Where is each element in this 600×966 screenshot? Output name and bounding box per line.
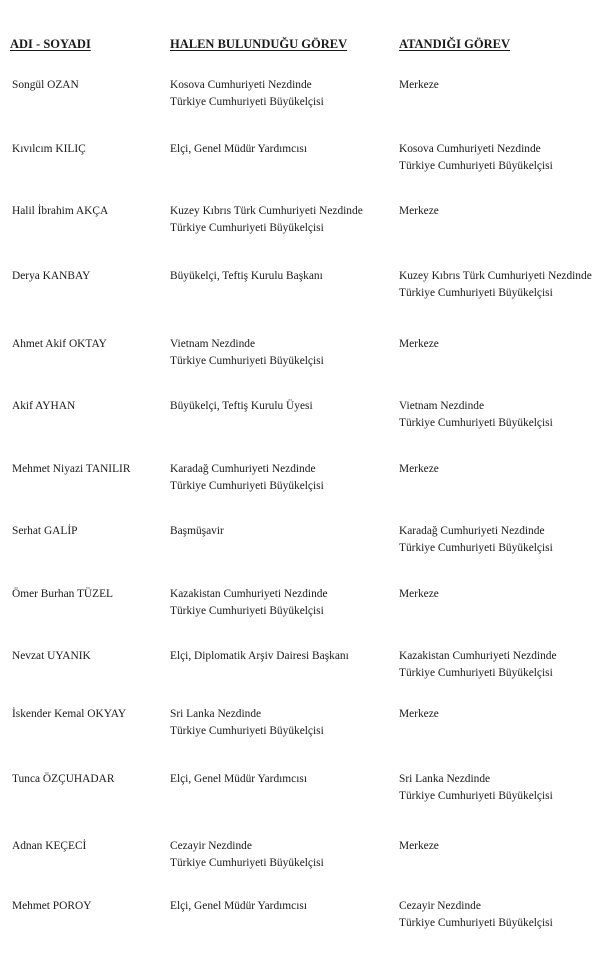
current-post xyxy=(170,268,323,285)
person-name: Halil İbrahim AKÇA xyxy=(12,205,109,217)
current-post-line: Başmüşavir xyxy=(170,525,224,537)
current-post xyxy=(170,586,328,620)
current-post-line: Kuzey Kıbrıs Türk Cumhuriyeti Nezdinde xyxy=(170,205,363,217)
current-post-line: Türkiye Cumhuriyeti Büyükelçisi xyxy=(170,857,324,869)
current-post xyxy=(170,523,224,540)
current-post-line: Elçi, Diplomatik Arşiv Dairesi Başkanı xyxy=(170,650,349,662)
current-post-line: Türkiye Cumhuriyeti Büyükelçisi xyxy=(170,96,324,108)
person-name: Mehmet POROY xyxy=(12,900,92,912)
current-post-line: Vietnam Nezdinde xyxy=(170,338,256,350)
person-name: Tunca ÖZÇUHADAR xyxy=(12,773,115,785)
current-post xyxy=(170,706,324,740)
current-post xyxy=(170,336,324,370)
current-post xyxy=(170,141,307,158)
assigned-post-line: Türkiye Cumhuriyeti Büyükelçisi xyxy=(399,417,553,429)
current-post xyxy=(170,203,363,237)
current-post xyxy=(170,648,349,665)
assigned-post-line: Merkeze xyxy=(399,463,439,475)
current-post xyxy=(170,771,307,788)
current-post xyxy=(170,461,324,495)
assigned-post xyxy=(399,838,439,855)
current-post-line: Elçi, Genel Müdür Yardımcısı xyxy=(170,773,307,785)
header-name: ADI - SOYADI xyxy=(10,37,91,51)
assigned-post-line: Merkeze xyxy=(399,338,439,350)
assigned-post-line: Sri Lanka Nezdinde xyxy=(399,773,491,785)
current-post-line: Türkiye Cumhuriyeti Büyükelçisi xyxy=(170,480,324,492)
header-current-post: HALEN BULUNDUĞU GÖREV xyxy=(170,37,348,51)
person-name: Derya KANBAY xyxy=(12,270,91,282)
assigned-post xyxy=(399,706,439,723)
header-assigned-post: ATANDIĞI GÖREV xyxy=(399,37,511,51)
assigned-post-line: Merkeze xyxy=(399,588,439,600)
assigned-post-line: Türkiye Cumhuriyeti Büyükelçisi xyxy=(399,287,553,299)
assigned-post-line: Kazakistan Cumhuriyeti Nezdinde xyxy=(399,650,557,662)
assigned-post-line: Türkiye Cumhuriyeti Büyükelçisi xyxy=(399,160,553,172)
current-post-line: Elçi, Genel Müdür Yardımcısı xyxy=(170,900,307,912)
current-post-line: Büyükelçi, Teftiş Kurulu Başkanı xyxy=(170,270,323,282)
current-post-line: Karadağ Cumhuriyeti Nezdinde xyxy=(170,463,316,475)
current-post xyxy=(170,838,324,872)
current-post-line: Kazakistan Cumhuriyeti Nezdinde xyxy=(170,588,328,600)
current-post-line: Türkiye Cumhuriyeti Büyükelçisi xyxy=(170,222,324,234)
assigned-post-line: Türkiye Cumhuriyeti Büyükelçisi xyxy=(399,917,553,929)
current-post-line: Sri Lanka Nezdinde xyxy=(170,708,262,720)
current-post-line: Cezayir Nezdinde xyxy=(170,840,252,852)
person-name: Songül OZAN xyxy=(12,79,79,91)
current-post-line: Türkiye Cumhuriyeti Büyükelçisi xyxy=(170,605,324,617)
person-name: Ahmet Akif OKTAY xyxy=(12,338,107,350)
assigned-post-line: Cezayir Nezdinde xyxy=(399,900,481,912)
assigned-post-line: Merkeze xyxy=(399,840,439,852)
assigned-post xyxy=(399,461,439,478)
person-name: Serhat GALİP xyxy=(12,525,78,537)
person-name: Nevzat UYANIK xyxy=(12,650,91,662)
assigned-post-line: Vietnam Nezdinde xyxy=(399,400,485,412)
current-post xyxy=(170,77,324,111)
assigned-post-line: Türkiye Cumhuriyeti Büyükelçisi xyxy=(399,542,553,554)
assigned-post xyxy=(399,586,439,603)
current-post-line: Türkiye Cumhuriyeti Büyükelçisi xyxy=(170,725,324,737)
assigned-post xyxy=(399,648,557,682)
person-name: Ömer Burhan TÜZEL xyxy=(12,588,114,600)
assigned-post-line: Türkiye Cumhuriyeti Büyükelçisi xyxy=(399,667,553,679)
assigned-post xyxy=(399,336,439,353)
assigned-post-line: Kosova Cumhuriyeti Nezdinde xyxy=(399,143,541,155)
assigned-post xyxy=(399,203,439,220)
assigned-post xyxy=(399,523,553,557)
assigned-post-line: Merkeze xyxy=(399,708,439,720)
table-header xyxy=(0,37,600,57)
person-name: Akif AYHAN xyxy=(12,400,76,412)
current-post-line: Türkiye Cumhuriyeti Büyükelçisi xyxy=(170,355,324,367)
assigned-post xyxy=(399,771,553,805)
person-name: Kıvılcım KILIÇ xyxy=(12,143,86,155)
assigned-post xyxy=(399,141,553,175)
current-post xyxy=(170,898,307,915)
person-name: Adnan KEÇECİ xyxy=(12,840,87,852)
assigned-post xyxy=(399,898,553,932)
assigned-post xyxy=(399,268,592,302)
assigned-post-line: Kuzey Kıbrıs Türk Cumhuriyeti Nezdinde xyxy=(399,270,592,282)
person-name: İskender Kemal OKYAY xyxy=(12,708,127,720)
assigned-post xyxy=(399,77,439,94)
assigned-post-line: Merkeze xyxy=(399,79,439,91)
assigned-post-line: Karadağ Cumhuriyeti Nezdinde xyxy=(399,525,545,537)
current-post xyxy=(170,398,313,415)
current-post-line: Elçi, Genel Müdür Yardımcısı xyxy=(170,143,307,155)
current-post-line: Büyükelçi, Teftiş Kurulu Üyesi xyxy=(170,400,313,412)
assigned-post-line: Merkeze xyxy=(399,205,439,217)
assigned-post xyxy=(399,398,553,432)
person-name: Mehmet Niyazi TANILIR xyxy=(12,463,131,475)
current-post-line: Kosova Cumhuriyeti Nezdinde xyxy=(170,79,312,91)
assigned-post-line: Türkiye Cumhuriyeti Büyükelçisi xyxy=(399,790,553,802)
